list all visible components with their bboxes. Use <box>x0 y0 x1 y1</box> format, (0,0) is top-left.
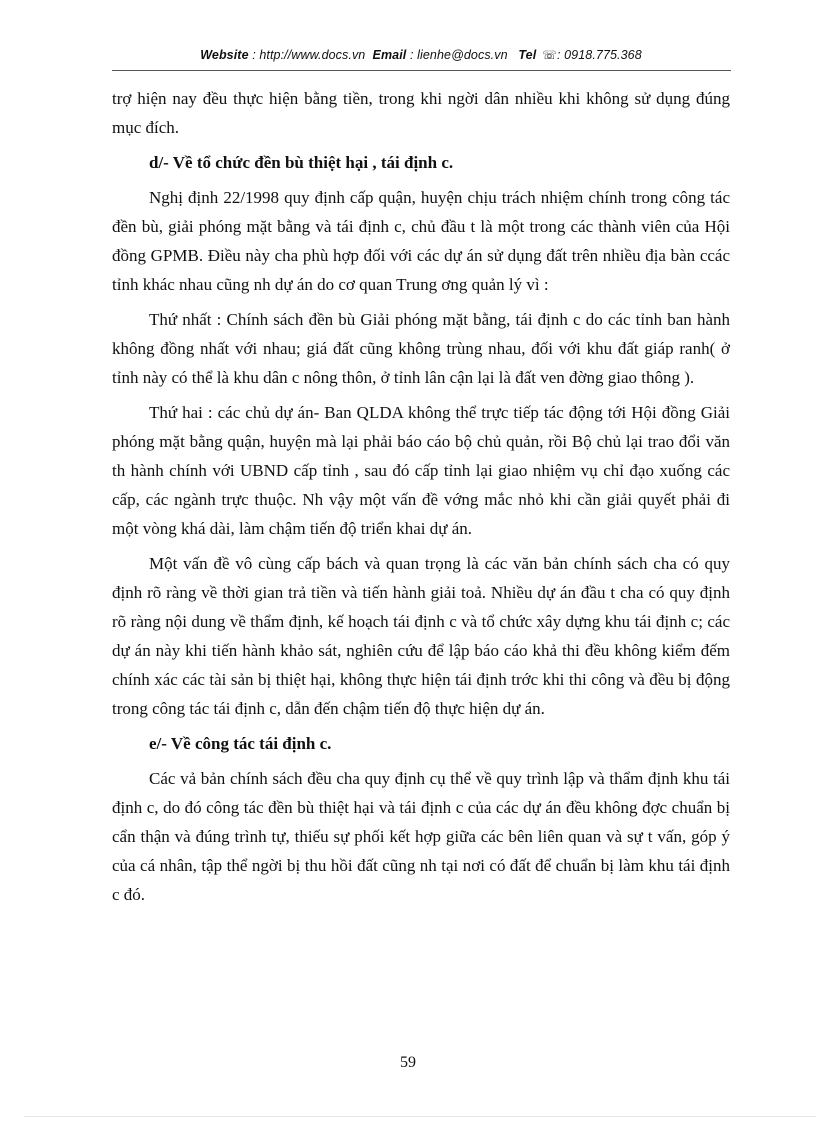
tel-label: Tel <box>518 48 537 62</box>
email-value: : lienhe@docs.vn <box>409 48 508 62</box>
paragraph-continuation: trợ hiện nay đều thực hiện bằng tiền, trong khi ngời dân nhiều khi không sử dụng đúng mục đích. <box>112 89 730 137</box>
website-label: Website <box>200 48 249 62</box>
page-header <box>112 48 730 62</box>
website-value: : http://www.docs.vn <box>252 48 366 62</box>
paragraph-urgent-issue: Một vấn đề vô cùng cấp bách và quan trọng là các văn bản chính sách cha có quy định rõ ràng về thời gian trả tiền và tiến hành giải toả. Nhiều dự án đầu t cha có quy định rõ ràng nội dung về thẩm định, kế hoạch tái định c và tổ chức xây dựng khu tái định c; các dự án này khi tiến hành khảo sát, nghiên cứu để lập báo cáo khả thi đều không kiểm đếm chính xác các tài sản bị thiệt hại, không thực hiện tái định trớc khi thi công và đều bị động trong công tác tái định c, dẫn đến chậm tiến độ thực hiện dự án. <box>112 554 730 718</box>
page-number: 59 <box>400 1054 416 1071</box>
paragraph-decree: Nghị định 22/1998 quy định cấp quận, huyện chịu trách nhiệm chính trong công tác đền bù, giải phóng mặt bằng và tái định c, chủ đầu t là một trong các thành viên của Hội đồng GPMB. Điều này cha phù hợp đối với các dự án sử dụng đất trên nhiều địa bàn ccác tỉnh khác nhau cũng nh dự án do cơ quan Trung ơng quản lý vì : <box>112 188 730 294</box>
paragraph-second-reason: Thứ hai : các chủ dự án- Ban QLDA không thể trực tiếp tác động tới Hội đồng Giải phóng mặt bằng quận, huyện mà lại phải báo cáo bộ chủ quản, rồi Bộ chủ lại trao đổi văn th hành chính với UBND cấp tỉnh , sau đó cấp tỉnh lại giao nhiệm vụ chỉ đạo xuống các cấp, các ngành trực thuộc. Nh vậy một vấn đề vớng mắc nhỏ khi cần giải quyết phải đi một vòng khá dài, làm chậm tiến độ triển khai dự án. <box>112 403 730 538</box>
section-heading-e: e/- Về công tác tái định c. <box>149 734 332 753</box>
footer-divider <box>24 1116 816 1117</box>
phone-icon: ☏ <box>541 48 557 62</box>
document-body <box>112 84 730 909</box>
paragraph-resettlement: Các vả bản chính sách đều cha quy định cụ thể về quy trình lập và thẩm định khu tái định c, do đó công tác đền bù thiệt hại và tái định c của các dự án đều không đợc chuẩn bị cẩn thận và đúng trình tự, thiếu sự phối kết hợp giữa các bên liên quan và sự t vấn, góp ý của cá nhân, tập thể ngời bị thu hồi đất cũng nh tại nơi có đất để chuẩn bị làm khu tái định c đó. <box>112 769 730 904</box>
email-label: Email <box>372 48 407 62</box>
section-heading-d: d/- Về tổ chức đền bù thiệt hại , tái định c. <box>149 153 454 172</box>
header-divider <box>112 70 731 71</box>
paragraph-first-reason: Thứ nhất : Chính sách đền bù Giải phóng mặt bằng, tái định c do các tỉnh ban hành không đồng nhất với nhau; giá đất cũng không trùng nhau, đối với khu đất giáp ranh( ở tỉnh này có thể là khu dân c nông thôn, ở tỉnh lân cận lại là đất ven đờng giao thông ). <box>112 310 730 387</box>
tel-value: : 0918.775.368 <box>556 48 642 62</box>
